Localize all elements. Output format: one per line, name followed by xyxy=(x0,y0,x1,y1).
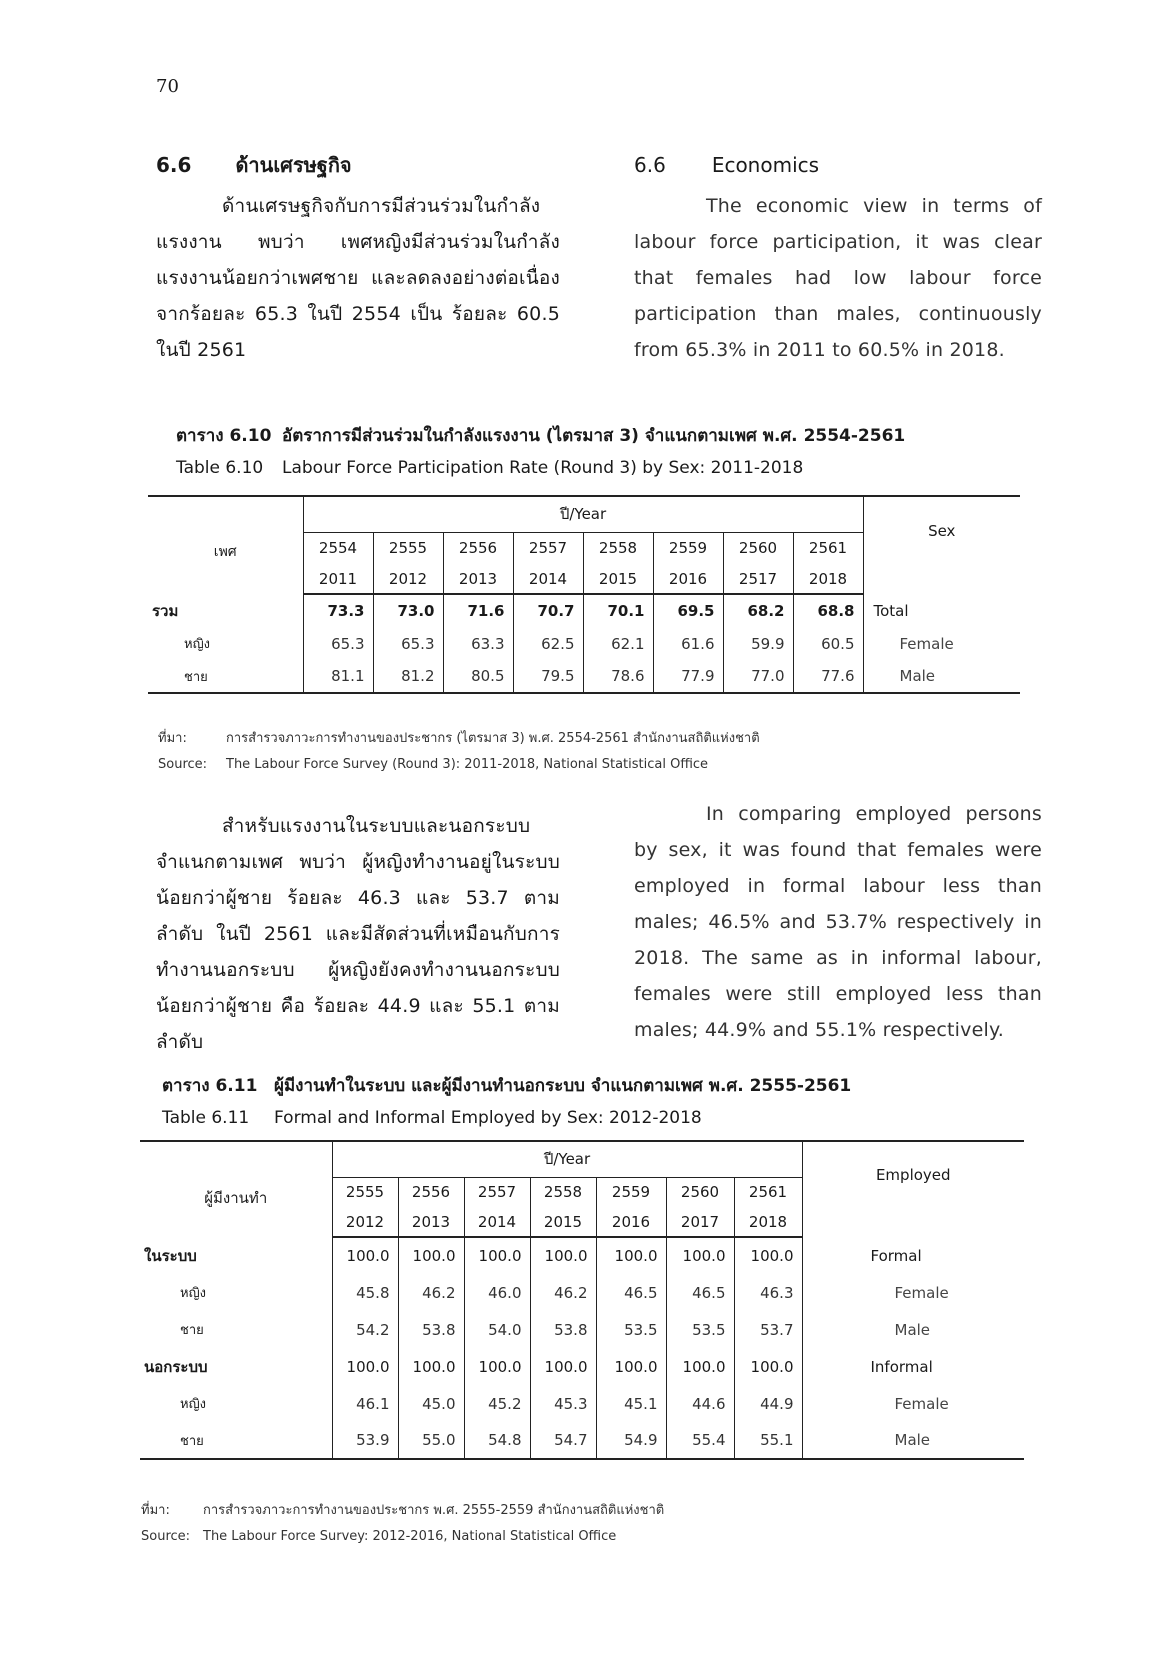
value-cell: 100.0 xyxy=(398,1237,464,1274)
year-en-cell: 2015 xyxy=(530,1207,596,1237)
value-cell: 53.7 xyxy=(734,1311,802,1348)
value-cell: 100.0 xyxy=(734,1348,802,1385)
value-cell: 100.0 xyxy=(530,1348,596,1385)
table-row xyxy=(148,627,1020,660)
row-label-th: หญิง xyxy=(180,1286,206,1301)
source-label-en: Source: xyxy=(158,757,208,772)
value-cell: 77.0 xyxy=(723,660,793,693)
section-heading-th xyxy=(156,150,560,180)
source-text-th: การสำรวจภาวะการทำงานของประชากร พ.ศ. 2555-2559 สำนักงานสถิติแห่งชาติ xyxy=(203,1503,665,1518)
header-sex-en: Sex xyxy=(863,496,1020,594)
value-cell: 71.6 xyxy=(443,594,513,627)
table-6-10-source xyxy=(158,726,760,778)
row-label-th: รวม xyxy=(152,601,179,620)
header-sex-th: เพศ xyxy=(148,496,303,594)
thai-column-employment xyxy=(156,808,560,1060)
value-cell: 77.9 xyxy=(653,660,723,693)
value-cell: 46.2 xyxy=(530,1274,596,1311)
value-cell: 100.0 xyxy=(734,1237,802,1274)
year-th-cell: 2557 xyxy=(513,532,583,564)
source-label-en: Source: xyxy=(141,1529,191,1544)
header-employed-en: Employed xyxy=(802,1141,1024,1237)
value-cell: 53.5 xyxy=(596,1311,666,1348)
table-6-10 xyxy=(148,495,1020,694)
caption-text: Labour Force Participation Rate (Round 3) by Sex: 2011-2018 xyxy=(282,458,804,478)
value-cell: 54.7 xyxy=(530,1422,596,1459)
row-label-th: ชาย xyxy=(180,1323,204,1338)
value-cell: 79.5 xyxy=(513,660,583,693)
header-year: ปี/Year xyxy=(303,496,863,532)
paragraph-en-2: In comparing employed persons by sex, it was found that females were employed in formal labour less than males; 46.5% and 53.7% respectively in 2018. The same as in informal labour, females were still employed less than males; 44.9% and 55.1% respectively. xyxy=(634,803,1042,1041)
row-label-en: Female xyxy=(863,627,1020,660)
year-en-cell: 2012 xyxy=(332,1207,398,1237)
page-number: 70 xyxy=(156,76,179,97)
table-row xyxy=(140,1422,1024,1459)
row-label-th: หญิง xyxy=(180,1397,206,1412)
section-title-en: Economics xyxy=(711,153,820,177)
value-cell: 70.7 xyxy=(513,594,583,627)
caption-text: Formal and Informal Employed by Sex: 2012-2018 xyxy=(274,1108,702,1128)
row-label-en: Male xyxy=(802,1311,1024,1348)
value-cell: 54.9 xyxy=(596,1422,666,1459)
year-th-cell: 2559 xyxy=(653,532,723,564)
value-cell: 55.1 xyxy=(734,1422,802,1459)
year-en-cell: 2018 xyxy=(734,1207,802,1237)
value-cell: 46.3 xyxy=(734,1274,802,1311)
caption-label: ตาราง 6.11 xyxy=(162,1076,258,1096)
value-cell: 53.8 xyxy=(398,1311,464,1348)
value-cell: 68.8 xyxy=(793,594,863,627)
header-year: ปี/Year xyxy=(332,1141,802,1177)
source-text-en: The Labour Force Survey (Round 3): 2011-2018, National Statistical Office xyxy=(226,757,709,772)
thai-column-intro xyxy=(156,150,560,368)
value-cell: 100.0 xyxy=(332,1348,398,1385)
section-number-en: 6.6 xyxy=(634,153,666,177)
year-en-cell: 2013 xyxy=(443,564,513,594)
table-6-11-source xyxy=(141,1498,664,1550)
english-column-intro xyxy=(634,150,1042,368)
source-label-th: ที่มา: xyxy=(158,731,187,746)
caption-label: Table 6.10 xyxy=(176,458,264,478)
paragraph-th-2: สำหรับแรงงานในระบบและนอกระบบ จำแนกตามเพศ พบว่า ผู้หญิงทำงานอยู่ในระบบน้อยกว่าผู้ชาย ร้อยละ 46.3 และ 53.7 ตามลำดับ ในปี 2561 และมีสัดส่วนที่เหมือนกับการทำงานนอกระบบ ผู้หญิงยังคงทำงานนอกระบบน้อยกว่าผู้ชาย คือ ร้อยละ 44.9 และ 55.1 ตามลำดับ xyxy=(156,815,560,1053)
row-label-th: หญิง xyxy=(184,637,210,652)
section-number-th: 6.6 xyxy=(156,153,192,177)
value-cell: 81.1 xyxy=(303,660,373,693)
table-6-11-caption xyxy=(162,1070,851,1134)
row-label-th: นอกระบบ xyxy=(144,1357,208,1376)
value-cell: 53.8 xyxy=(530,1311,596,1348)
value-cell: 46.1 xyxy=(332,1385,398,1422)
value-cell: 53.9 xyxy=(332,1422,398,1459)
table-6-11 xyxy=(140,1140,1024,1460)
table-6-11-caption-th xyxy=(162,1070,851,1102)
year-th-cell: 2561 xyxy=(734,1177,802,1207)
value-cell: 54.2 xyxy=(332,1311,398,1348)
caption-label: ตาราง 6.10 xyxy=(176,426,272,446)
value-cell: 59.9 xyxy=(723,627,793,660)
year-en-cell: 2016 xyxy=(653,564,723,594)
row-label-en: Male xyxy=(802,1422,1024,1459)
value-cell: 100.0 xyxy=(464,1348,530,1385)
value-cell: 45.1 xyxy=(596,1385,666,1422)
year-en-cell: 2016 xyxy=(596,1207,666,1237)
source-label-th: ที่มา: xyxy=(141,1503,170,1518)
table-6-10-caption xyxy=(176,420,905,484)
value-cell: 45.8 xyxy=(332,1274,398,1311)
table-row xyxy=(140,1274,1024,1311)
row-label-en: Formal xyxy=(802,1237,1024,1274)
value-cell: 54.0 xyxy=(464,1311,530,1348)
year-th-cell: 2557 xyxy=(464,1177,530,1207)
value-cell: 63.3 xyxy=(443,627,513,660)
row-label-en: Female xyxy=(802,1385,1024,1422)
caption-text: ผู้มีงานทำในระบบ และผู้มีงานทำนอกระบบ จำแนกตามเพศ พ.ศ. 2555-2561 xyxy=(274,1076,852,1096)
row-label-en: Total xyxy=(863,594,1020,627)
year-th-cell: 2558 xyxy=(530,1177,596,1207)
value-cell: 55.0 xyxy=(398,1422,464,1459)
year-th-cell: 2556 xyxy=(443,532,513,564)
value-cell: 46.2 xyxy=(398,1274,464,1311)
value-cell: 73.3 xyxy=(303,594,373,627)
value-cell: 70.1 xyxy=(583,594,653,627)
table-6-11-caption-en xyxy=(162,1102,851,1134)
value-cell: 46.5 xyxy=(666,1274,734,1311)
header-employed-th: ผู้มีงานทำ xyxy=(140,1141,332,1237)
value-cell: 55.4 xyxy=(666,1422,734,1459)
table-6-10-caption-th xyxy=(176,420,905,452)
value-cell: 100.0 xyxy=(530,1237,596,1274)
row-label-th: ในระบบ xyxy=(144,1246,197,1265)
value-cell: 45.3 xyxy=(530,1385,596,1422)
year-en-cell: 2517 xyxy=(723,564,793,594)
table-row xyxy=(140,1237,1024,1274)
section-title-th: ด้านเศรษฐกิจ xyxy=(235,153,352,177)
section-heading-en xyxy=(634,150,1042,180)
value-cell: 44.9 xyxy=(734,1385,802,1422)
year-en-cell: 2014 xyxy=(513,564,583,594)
year-th-cell: 2556 xyxy=(398,1177,464,1207)
year-en-cell: 2013 xyxy=(398,1207,464,1237)
value-cell: 100.0 xyxy=(666,1348,734,1385)
caption-text: อัตราการมีส่วนร่วมในกำลังแรงงาน (ไตรมาส 3) จำแนกตามเพศ พ.ศ. 2554-2561 xyxy=(282,426,906,446)
value-cell: 65.3 xyxy=(373,627,443,660)
value-cell: 80.5 xyxy=(443,660,513,693)
row-label-th: ชาย xyxy=(140,1422,332,1459)
year-en-cell: 2015 xyxy=(583,564,653,594)
year-th-cell: 2558 xyxy=(583,532,653,564)
year-th-cell: 2560 xyxy=(666,1177,734,1207)
value-cell: 81.2 xyxy=(373,660,443,693)
source-text-th: การสำรวจภาวะการทำงานของประชากร (ไตรมาส 3) พ.ศ. 2554-2561 สำนักงานสถิติแห่งชาติ xyxy=(226,731,760,746)
year-en-cell: 2017 xyxy=(666,1207,734,1237)
year-en-cell: 2011 xyxy=(303,564,373,594)
value-cell: 100.0 xyxy=(666,1237,734,1274)
value-cell: 46.0 xyxy=(464,1274,530,1311)
english-column-employment xyxy=(634,796,1042,1048)
value-cell: 44.6 xyxy=(666,1385,734,1422)
table-row xyxy=(140,1348,1024,1385)
caption-label: Table 6.11 xyxy=(162,1108,250,1128)
source-text-en: The Labour Force Survey: 2012-2016, National Statistical Office xyxy=(203,1529,617,1544)
paragraph-en-1: The economic view in terms of labour force participation, it was clear that females had low labour force participation than males, continuously from 65.3% in 2011 to 60.5% in 2018. xyxy=(634,195,1042,361)
value-cell: 62.5 xyxy=(513,627,583,660)
year-th-cell: 2560 xyxy=(723,532,793,564)
row-label-en: Male xyxy=(863,660,1020,693)
value-cell: 77.6 xyxy=(793,660,863,693)
value-cell: 68.2 xyxy=(723,594,793,627)
value-cell: 60.5 xyxy=(793,627,863,660)
value-cell: 100.0 xyxy=(332,1237,398,1274)
year-th-cell: 2555 xyxy=(373,532,443,564)
value-cell: 73.0 xyxy=(373,594,443,627)
year-th-cell: 2554 xyxy=(303,532,373,564)
value-cell: 100.0 xyxy=(596,1237,666,1274)
value-cell: 45.0 xyxy=(398,1385,464,1422)
value-cell: 54.8 xyxy=(464,1422,530,1459)
value-cell: 100.0 xyxy=(596,1348,666,1385)
value-cell: 69.5 xyxy=(653,594,723,627)
table-row xyxy=(148,660,1020,693)
year-en-cell: 2012 xyxy=(373,564,443,594)
value-cell: 61.6 xyxy=(653,627,723,660)
value-cell: 100.0 xyxy=(398,1348,464,1385)
year-en-cell: 2018 xyxy=(793,564,863,594)
year-th-cell: 2559 xyxy=(596,1177,666,1207)
year-en-cell: 2014 xyxy=(464,1207,530,1237)
row-label-en: Informal xyxy=(802,1348,1024,1385)
value-cell: 100.0 xyxy=(464,1237,530,1274)
value-cell: 62.1 xyxy=(583,627,653,660)
value-cell: 46.5 xyxy=(596,1274,666,1311)
value-cell: 78.6 xyxy=(583,660,653,693)
table-row xyxy=(148,594,1020,627)
paragraph-th-1: ด้านเศรษฐกิจกับการมีส่วนร่วมในกำลังแรงงาน พบว่า เพศหญิงมีส่วนร่วมในกำลังแรงงานน้อยกว่าเพศชาย และลดลงอย่างต่อเนื่อง จากร้อยละ 65.3 ในปี 2554 เป็น ร้อยละ 60.5 ในปี 2561 xyxy=(156,195,560,361)
value-cell: 65.3 xyxy=(303,627,373,660)
year-th-cell: 2555 xyxy=(332,1177,398,1207)
table-6-10-caption-en xyxy=(176,452,905,484)
row-label-en: Female xyxy=(802,1274,1024,1311)
value-cell: 53.5 xyxy=(666,1311,734,1348)
table-row xyxy=(140,1311,1024,1348)
year-th-cell: 2561 xyxy=(793,532,863,564)
row-label-th: ชาย xyxy=(148,660,303,693)
table-row xyxy=(140,1385,1024,1422)
value-cell: 45.2 xyxy=(464,1385,530,1422)
